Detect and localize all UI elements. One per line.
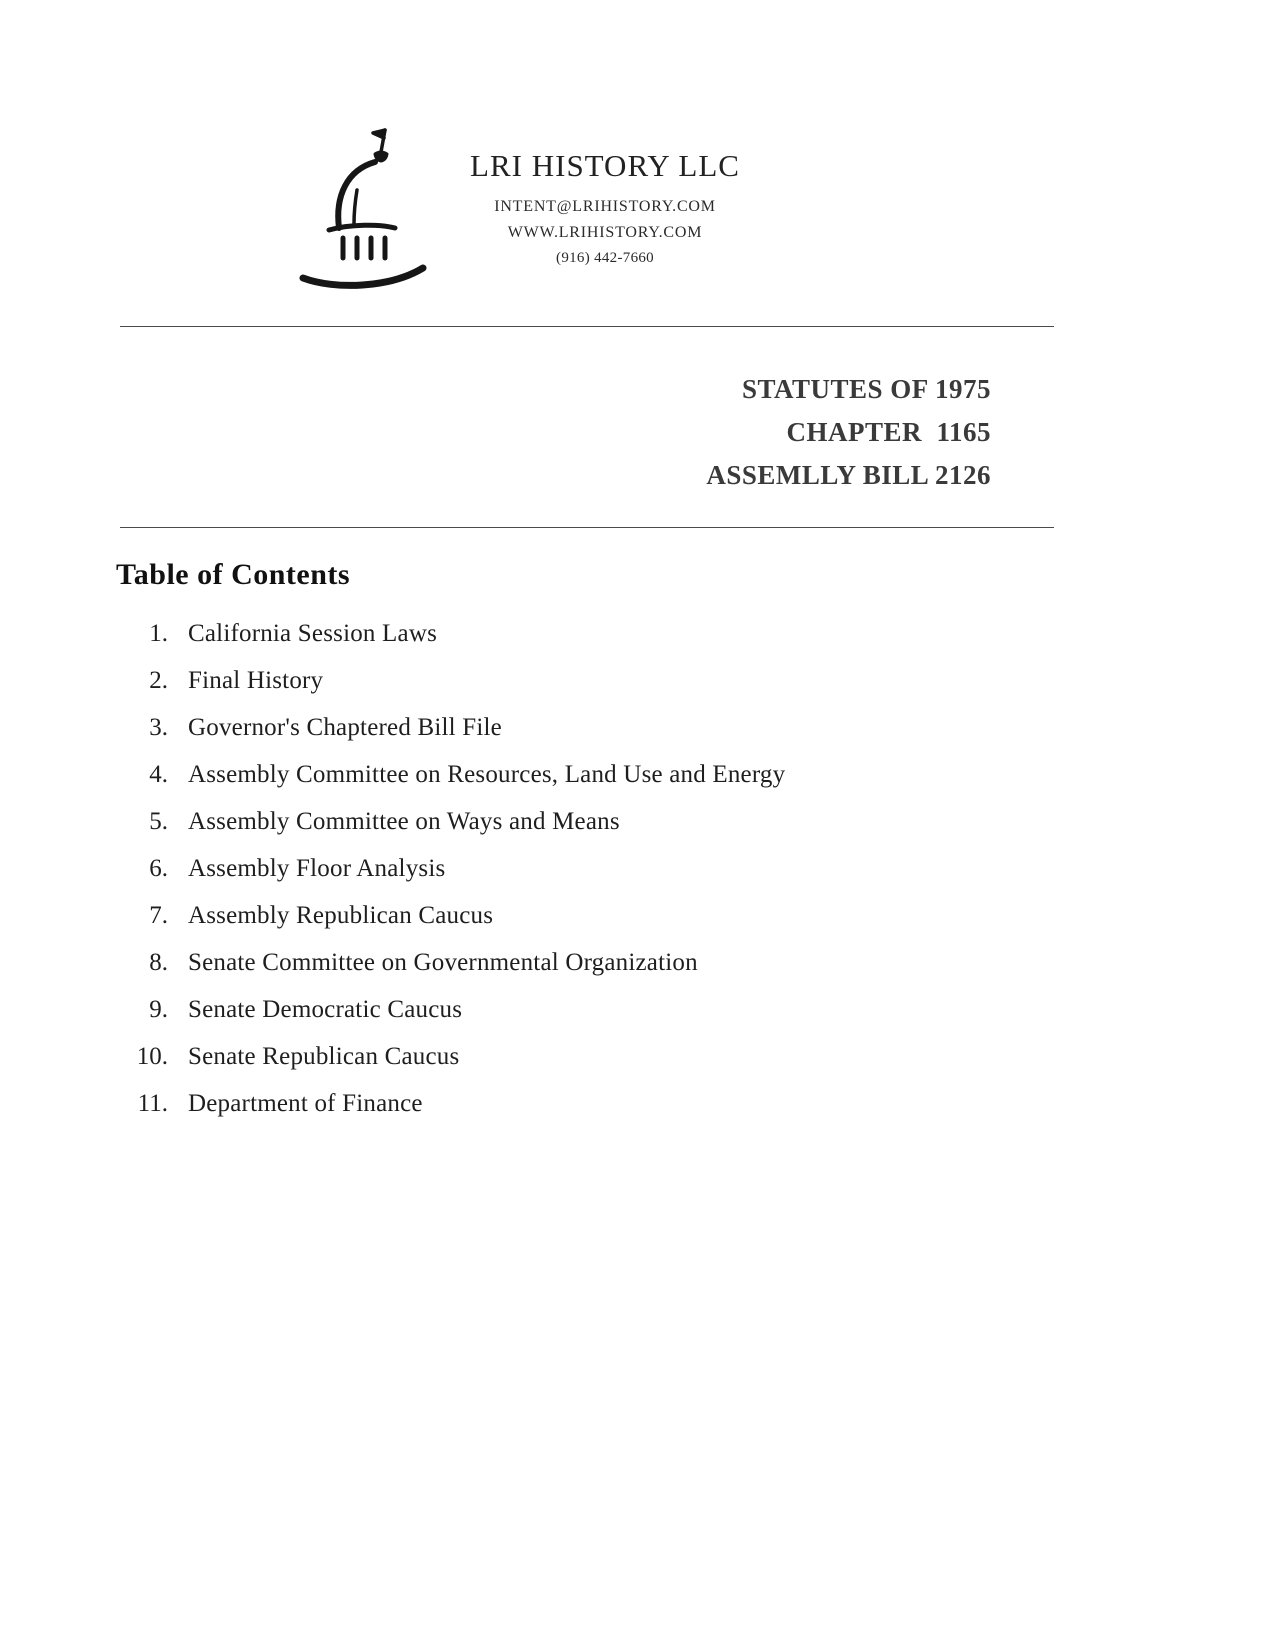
toc-item-label: Assembly Committee on Resources, Land Use and Energy — [188, 761, 786, 788]
statute-title-block — [706, 368, 991, 497]
toc-item-number: 2. — [149, 667, 168, 694]
toc-item-label: Senate Republican Caucus — [188, 1043, 460, 1070]
toc-item-number: 1. — [149, 620, 168, 647]
toc-item — [116, 949, 1016, 996]
toc-item-label: Senate Democratic Caucus — [188, 996, 463, 1023]
toc-item — [116, 714, 1016, 761]
toc-item-number: 3. — [149, 714, 168, 741]
toc-item-label: California Session Laws — [188, 620, 438, 647]
company-name: LRI HISTORY LLC — [470, 148, 740, 183]
toc-item — [116, 761, 1016, 808]
toc-list — [116, 620, 1016, 1137]
toc-item-number: 8. — [149, 949, 168, 976]
toc-item — [116, 855, 1016, 902]
toc-item — [116, 808, 1016, 855]
toc-item-label: Assembly Committee on Ways and Means — [188, 808, 620, 835]
divider-bottom — [120, 527, 1054, 528]
toc-item-number: 5. — [149, 808, 168, 835]
toc-item-label: Governor's Chaptered Bill File — [188, 714, 502, 741]
toc-item-number: 10. — [136, 1043, 168, 1070]
chapter-line: CHAPTER 1165 — [786, 417, 991, 447]
company-website: WWW.LRIHISTORY.COM — [507, 224, 703, 241]
toc-item-number: 11. — [137, 1090, 168, 1117]
bill-line: ASSEMLLY BILL 2126 — [706, 460, 991, 490]
toc-item-number: 9. — [149, 996, 168, 1023]
toc-item — [116, 1090, 1016, 1137]
toc-item — [116, 620, 1016, 667]
toc-item-number: 4. — [149, 761, 168, 788]
company-phone: (916) 442-7660 — [556, 250, 654, 266]
letterhead — [440, 148, 770, 275]
capitol-dome-logo-icon — [295, 120, 445, 295]
toc-item-label: Department of Finance — [188, 1090, 423, 1117]
toc-item — [116, 996, 1016, 1043]
toc-item-number: 7. — [149, 902, 168, 929]
toc-item — [116, 667, 1016, 714]
toc-item-label: Assembly Floor Analysis — [188, 855, 446, 882]
toc-item-label: Senate Committee on Governmental Organization — [188, 949, 698, 976]
company-email: INTENT@LRIHISTORY.COM — [494, 198, 716, 215]
toc-item — [116, 902, 1016, 949]
statutes-line: STATUTES OF 1975 — [741, 374, 991, 404]
divider-top — [120, 326, 1054, 327]
toc-item-label: Final History — [188, 667, 324, 694]
toc-item — [116, 1043, 1016, 1090]
toc-heading: Table of Contents — [116, 558, 351, 591]
toc-item-number: 6. — [149, 855, 168, 882]
toc-item-label: Assembly Republican Caucus — [188, 902, 494, 929]
